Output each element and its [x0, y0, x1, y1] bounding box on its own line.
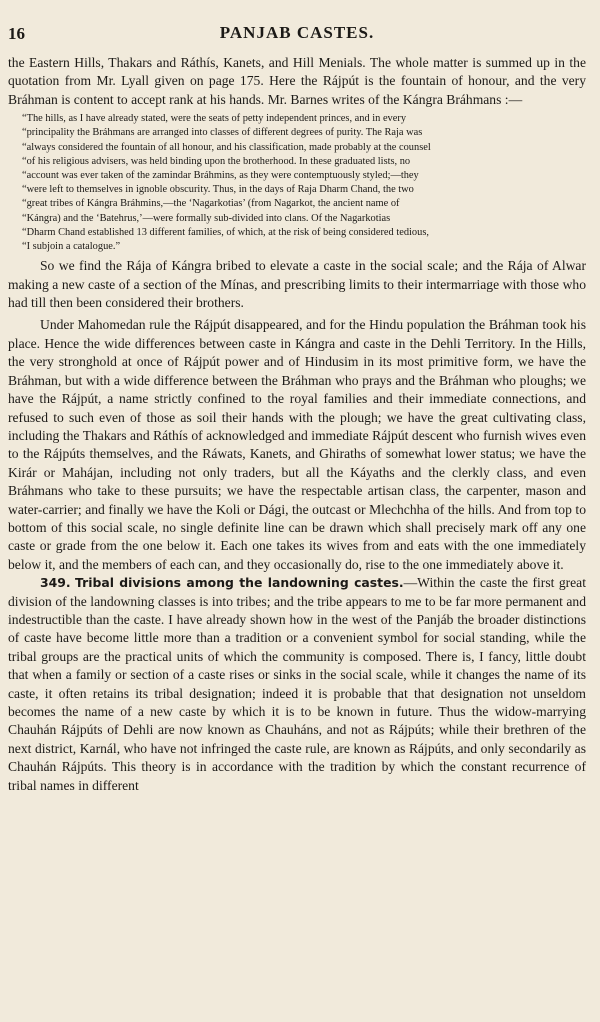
- section-heading: Tribal divisions among the landowning castes.: [75, 575, 404, 591]
- quote-line: “principality the Bráhmans are arranged into classes of different degrees of purity. The Raja was: [22, 127, 423, 139]
- quote-line: “Dharm Chand established 13 different families, of which, at the risk of being considered tedious,: [22, 226, 429, 238]
- section-number: 349.: [40, 575, 71, 591]
- page-header: [8, 20, 586, 46]
- paragraph-mahomedan-rule: Under Mahomedan rule the Rájpút disappeared, and for the Hindu population the Bráhman took his place. Hence the wide differences between caste in Kángra and caste in the Dehli Territory. In the Hills, the very stronghold at once of Rájpút power and of Hindusim in its most primitive form, we have the Bráhman, but with a wide difference between the Bráhman who prays and the Bráhman who ploughs; we have the Rájpút, a name strictly confined to the royal families and their immediate connections, and refused to such even of those as soil their hands with the plough; we have the great cultivating class, including the Thakars and Ráthís of acknowledged and immediate Rájpút descent who furnish wives even to the Rájpúts themselves, and the Ráwats, Kanets, and Ghiraths of somewhat lower status; we have the Kirár or Mahájan, including not only traders, but all the Káyaths and the clerkly class, and even Bráhmans who take to these pursuits; we have the respectable artisan class, the carpenter, mason and water-carrier; and finally we have the Koli or Dági, the outcast or Mlechchha of the hills. And from top to bottom of this social scale, no single definite line can be drawn which shall precisely mark off any one caste or grade from the one below it. Each one takes its wives from and eats with the one immediately below it, and the members of each can, and they occasionally do, rise to the one immediately above it.: [8, 317, 586, 572]
- section-349: [8, 574, 586, 795]
- quote-line: “were left to themselves in ignoble obscurity. Thus, in the days of Raja Dharm Chand, the two: [22, 184, 414, 196]
- quote-line: “The hills, as I have already stated, were the seats of petty independent princes, and in every: [22, 113, 407, 125]
- quote-line: “always considered the fountain of all honour, and his classification, made probably at the counsel: [22, 141, 431, 153]
- quote-line: “great tribes of Kángra Bráhmins,—the ‘Nagarkotias’ (from Nagarkot, the ancient name of: [22, 198, 400, 210]
- paragraph-raja-kangra: So we find the Rája of Kángra bribed to elevate a caste in the social scale; and the Rája of Alwar making a new caste of a section of the Mínas, and prescribing limits to their intermarriage with those who had till then been considered their brothers.: [8, 258, 586, 311]
- quote-line: “of his religious advisers, was held binding upon the brotherhood. In these graduated lists, no: [22, 155, 411, 167]
- page-number: 16: [8, 24, 25, 43]
- quote-line: “Kángra) and the ‘Batehrus,’—were formally sub-divided into clans. Of the Nagarkotias: [22, 212, 391, 224]
- quote-line: “account was ever taken of the zamindar Bráhmins, as they were contemptuously styled;—they: [22, 170, 419, 182]
- page-body: [8, 54, 586, 795]
- block-quote: [8, 112, 586, 254]
- running-title: PANJAB CASTES.: [219, 23, 375, 42]
- section-text: —Within the caste the first great division of the landowning classes is into tribes; and the tribe appears to me to be far more permanent and indestructible than the caste. I have already shown how in the west of the Panjáb the broader distinctions of caste have become little more than a tradition or a convenient symbol for social standing, while the tribal groups are the practical units of which the community is composed. There is, I fancy, little doubt that when a family or section of a caste rises or sinks in the social scale, while it changes the name of its caste, it often retains its tribal designation; indeed it is probable that that designation not unseldom becomes the name of a new caste by which it is to be known in future. Thus the widow-marrying Chauhán Rájpúts of Dehli are now known as Chauháns, and not as Rájpúts; while their brethren of the next district, Karnál, who have not infringed the caste rule, are known as Rájpúts, and only secondarily as Chauhán Rájpúts. This theory is in accordance with the tradition by which the constant recurrence of tribal names in different: [8, 575, 586, 793]
- quote-line: “I subjoin a catalogue.”: [22, 241, 121, 253]
- paragraph-continuation: the Eastern Hills, Thakars and Ráthís, Kanets, and Hill Menials. The whole matter is summed up in the quotation from Mr. Lyall given on page 175. Here the Rájpút is the fountain of honour, and the very Bráhman is content to accept rank at his hands. Mr. Barnes writes of the Kángra Bráhmans :—: [8, 55, 586, 107]
